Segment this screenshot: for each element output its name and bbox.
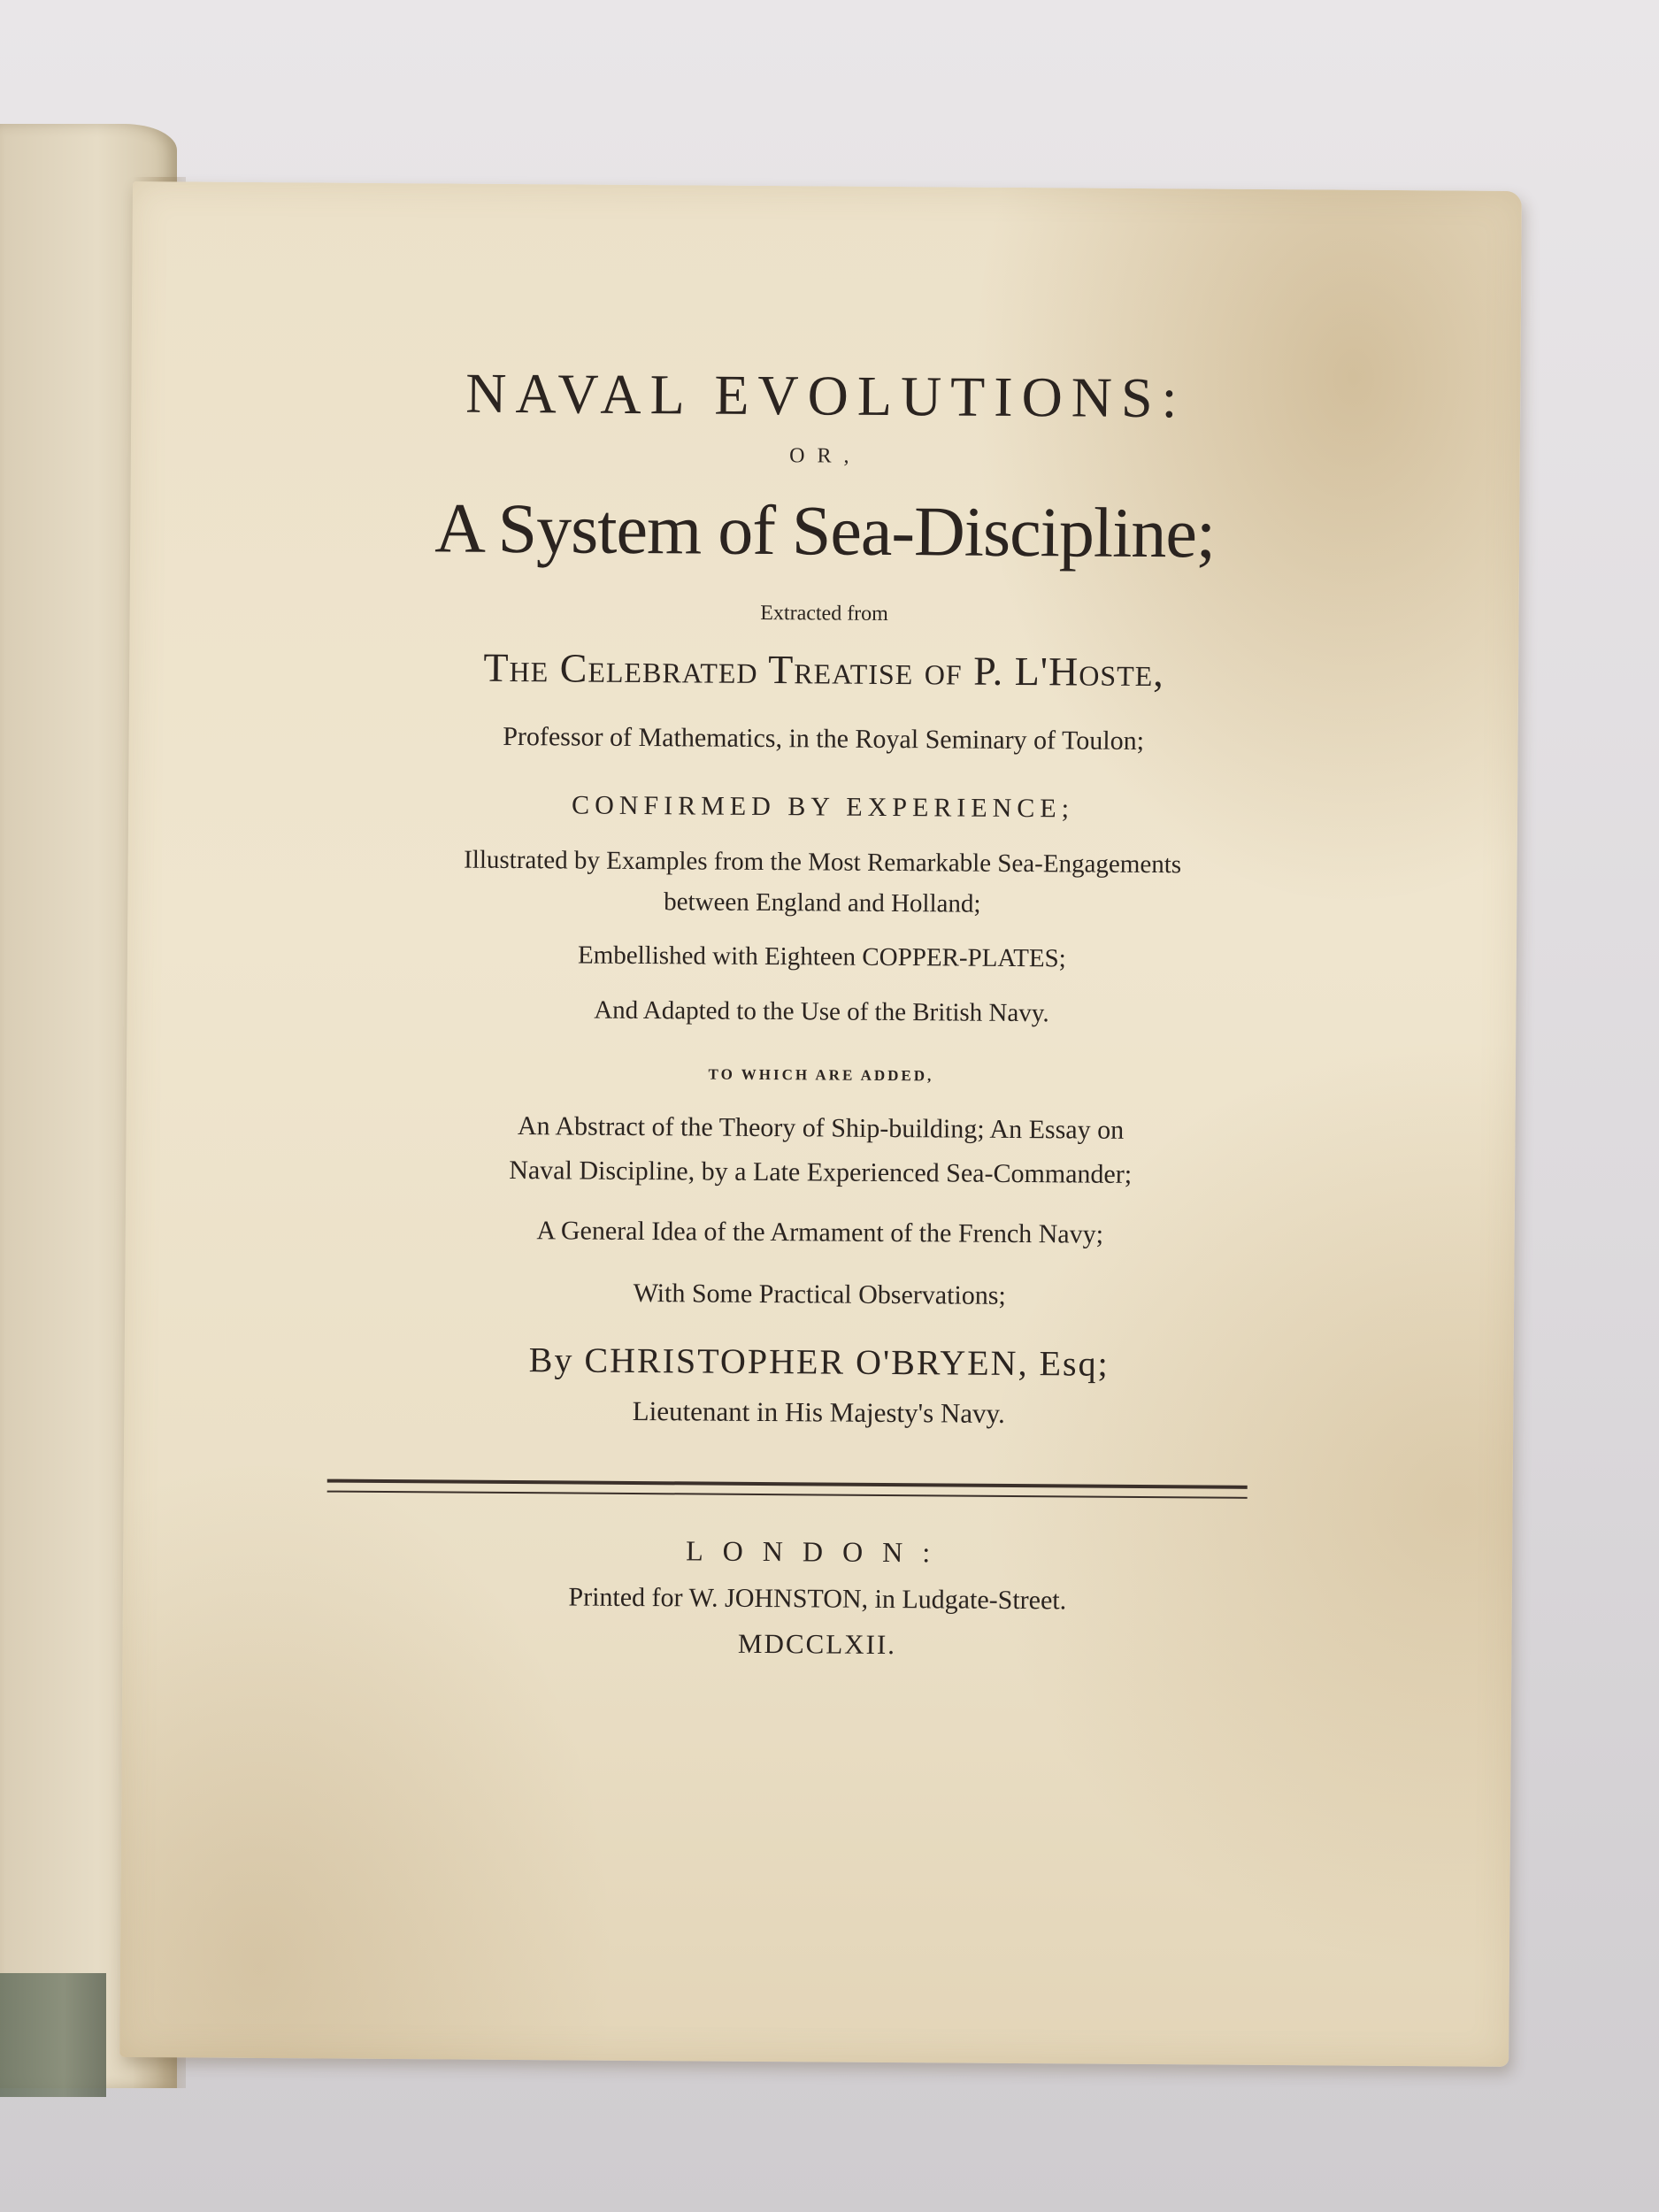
naval-discipline-line: Naval Discipline, by a Late Experienced Sea-Commander; bbox=[509, 1155, 1133, 1189]
adapted-line: And Adapted to the Use of the British Navy. bbox=[594, 995, 1049, 1028]
observations-line: With Some Practical Observations; bbox=[633, 1278, 1006, 1310]
professor-line: Professor of Mathematics, in the Royal Seminary of Toulon; bbox=[503, 721, 1145, 756]
imprint-printer: Printed for W. JOHNSTON, in Ludgate-Street. bbox=[568, 1582, 1067, 1616]
treatise-line: The Celebrated Treatise of P. L'Hoste, bbox=[483, 644, 1164, 695]
rank-line: Lieutenant in His Majesty's Navy. bbox=[632, 1394, 1005, 1429]
added-heading: TO WHICH ARE ADDED, bbox=[708, 1065, 934, 1085]
imprint-year: MDCCLXII. bbox=[737, 1627, 897, 1661]
illustrated-line: Illustrated by Examples from the Most Remarkable Sea-Engagements bbox=[464, 845, 1182, 879]
spine-cloth bbox=[0, 1973, 106, 2097]
extracted-line: Extracted from bbox=[760, 601, 888, 626]
embellished-line: Embellished with Eighteen COPPER-PLATES; bbox=[577, 941, 1066, 973]
between-line: between England and Holland; bbox=[664, 887, 981, 918]
imprint-city: LONDON: bbox=[686, 1534, 950, 1569]
double-rule-top bbox=[327, 1479, 1248, 1489]
double-rule-bottom bbox=[327, 1491, 1248, 1499]
abstract-line: An Abstract of the Theory of Ship-building; An Essay on bbox=[517, 1111, 1125, 1145]
title-page-text bbox=[133, 181, 1522, 1661]
author-line: By CHRISTOPHER O'BRYEN, Esq; bbox=[528, 1340, 1110, 1384]
general-idea-line: A General Idea of the Armament of the French Navy; bbox=[536, 1216, 1104, 1249]
or-line: OR, bbox=[789, 444, 862, 468]
book-title: NAVAL EVOLUTIONS: bbox=[465, 361, 1187, 430]
book-subtitle: A System of Sea-Discipline; bbox=[434, 489, 1216, 573]
title-page bbox=[119, 181, 1522, 2067]
confirmed-line: CONFIRMED BY EXPERIENCE; bbox=[572, 790, 1075, 824]
